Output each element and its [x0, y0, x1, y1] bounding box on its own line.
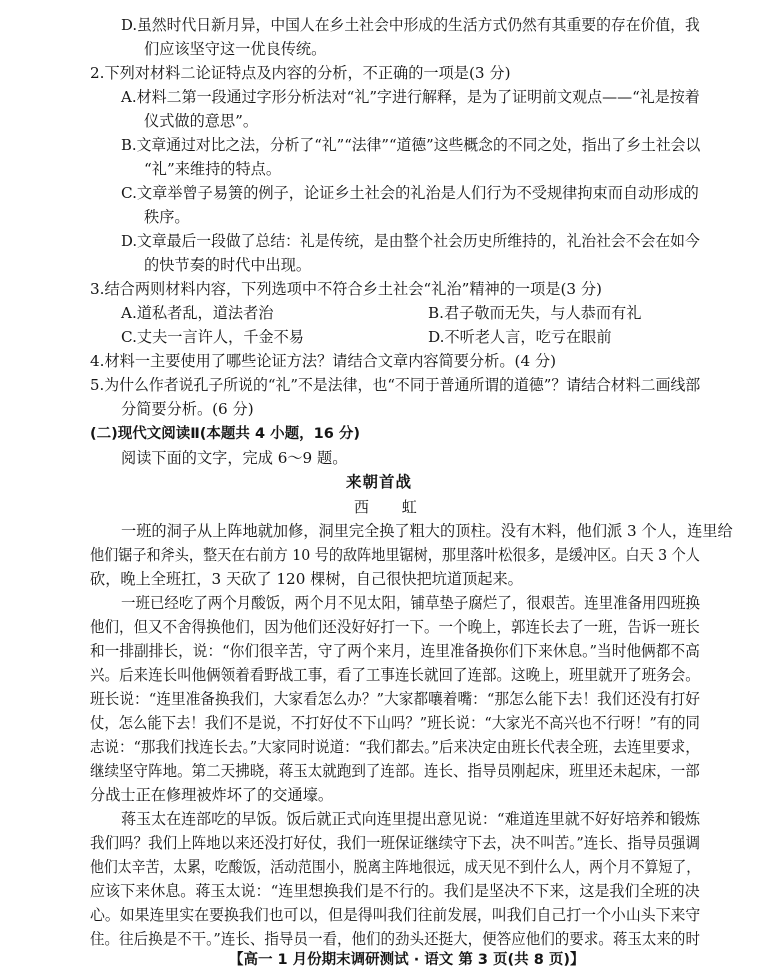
paragraph-2-line-2: 他们，但又不舍得换他们，因为他们还没好好打一下。一个晚上，郭连长去了一班，告诉一班长 — [90, 618, 700, 636]
q5-stem-line1: 5.为什么作者说孔子所说的“礼”不是法律，也“不同于普通所谓的道德”？请结合材料二画线部 — [90, 376, 701, 394]
section-heading: (二)现代文阅读Ⅱ(本题共 4 小题，16 分) — [90, 426, 360, 442]
section-instruction: 阅读下面的文字，完成 6～9 题。 — [121, 449, 348, 467]
q2-option-c-line2: 秩序。 — [144, 208, 190, 226]
q2-option-b-line2: “礼”来维持的特点。 — [144, 160, 282, 178]
q1-option-d-line2: 们应该坚守这一优良传统。 — [144, 40, 327, 58]
paragraph-2-line-4: 兴。后来连长叫他俩领着看野战工事，看了工事连长就回了连部。这晚上，班里就开了班务会。 — [90, 666, 700, 684]
q3-option-d: D.不听老人言，吃亏在眼前 — [428, 328, 612, 346]
page-footer: 【高一 1 月份期末调研测试 · 语文 第 3 页(共 8 页)】 — [229, 952, 585, 968]
q3-option-c: C.丈夫一言许人，千金不易 — [121, 328, 304, 346]
q3-option-b: B.君子敬而无失，与人恭而有礼 — [428, 304, 642, 322]
q5-stem-line2: 分简要分析。(6 分) — [121, 400, 254, 418]
q1-option-d-line1: D.虽然时代日新月异，中国人在乡土社会中形成的生活方式仍然有其重要的存在价值，我 — [121, 16, 700, 34]
paragraph-2-line-1: 一班已经吃了两个月酸饭，两个月不见太阳，铺草垫子腐烂了，很艰苦。连里准备用四班换 — [121, 594, 700, 612]
q2-option-a-line1: A.材料二第一段通过字形分析法对“礼”字进行解释，是为了证明前文观点——“礼是按着 — [121, 88, 700, 106]
q2-option-a-line2: 仪式做的意思”。 — [144, 112, 259, 130]
q3-stem: 3.结合两则材料内容，下列选项中不符合乡土社会“礼治”精神的一项是(3 分) — [90, 280, 602, 298]
paragraph-3-line-3: 他们太辛苦，太累，吃酸饭，活动范围小，脱离主阵地很远，成天见不到什么人，两个月不算短了， — [90, 858, 701, 876]
q3-option-a: A.道私者乱，道法者治 — [121, 304, 274, 322]
paragraph-3-line-4: 应该下来休息。蒋玉太说：“连里想换我们是不行的。我们是坚决不下来，这是我们全班的决 — [90, 882, 700, 900]
paragraph-2-line-3: 和一排副排长，说：“你们很辛苦，守了两个来月，连里准备换你们下来休息。”当时他俩都不高 — [90, 642, 700, 660]
q2-option-d-line1: D.文章最后一段做了总结：礼是传统，是由整个社会历史所维持的，礼治社会不会在如今 — [121, 232, 700, 250]
q4-stem: 4.材料一主要使用了哪些论证方法？请结合文章内容简要分析。(4 分) — [90, 352, 557, 370]
paragraph-2-line-5: 班长说：“连里准备换我们，大家看怎么办？”大家都嚷着嘴：“那怎么能下去！我们还没有打好 — [90, 690, 700, 708]
article-title: 来朝首战 — [346, 473, 413, 491]
paragraph-1-line-3: 砍，晚上全班扛，3 天砍了 120 棵树，自己很快把坑道顶起来。 — [90, 570, 523, 588]
paragraph-3-line-2: 我们吗？我们上阵地以来还没打好仗，我们一班保证继续守下去，决不叫苦。”连长、指导员强调 — [90, 834, 700, 852]
paragraph-2-line-8: 继续坚守阵地。第二天拂晓，蒋玉太就跑到了连部。连长、指导员刚起床，班里还未起床，一部 — [90, 762, 700, 780]
q2-option-c-line1: C.文章举曾子易箦的例子，论证乡土社会的礼治是人们行为不受规律拘束而自动形成的 — [121, 184, 699, 202]
q2-option-d-line2: 的快节奏的时代中出现。 — [144, 256, 312, 274]
paragraph-2-line-6: 仗，怎么能下去！我们不是说，不打好仗不下山吗？”班长说：“大家光不高兴也不行呀！”有的同 — [90, 714, 700, 732]
paragraph-3-line-1: 蒋玉太在连部吃的早饭。饭后就正式向连里提出意见说：“难道连里就不好好培养和锻炼 — [121, 810, 701, 828]
paragraph-1-line-1: 一班的洞子从上阵地就加修，洞里完全换了粗大的顶柱。没有木料，他们派 3 个人，连里给 — [121, 522, 733, 540]
q2-stem: 2.下列对材料二论证特点及内容的分析，不正确的一项是(3 分) — [90, 64, 511, 82]
q2-option-b-line1: B.文章通过对比之法，分析了“礼”“法律”“道德”这些概念的不同之处，指出了乡土社会以 — [121, 136, 701, 154]
paragraph-2-line-9: 分战士正在修理被炸坏了的交通壕。 — [90, 786, 333, 804]
paragraph-3-line-6: 住。往后换是不干。”连长、指导员一看，他们的劲头还挺大，便答应他们的要求。蒋玉太来的时 — [90, 930, 700, 948]
paragraph-2-line-7: 志说：“那我们找连长去。”大家同时说道：“我们都去。”后来决定由班长代表全班，去连里要求， — [90, 738, 700, 756]
paragraph-1-line-2: 他们锯子和斧头，整天在右前方 10 号的敌阵地里锯树，那里落叶松很多，是缓冲区。白天 3 个人 — [90, 546, 700, 564]
paragraph-3-line-5: 心。如果连里实在要换我们也可以，但是得叫我们往前发展，叫我们自己打一个小山头下来守 — [90, 906, 701, 924]
article-author: 西 虹 — [354, 498, 431, 516]
